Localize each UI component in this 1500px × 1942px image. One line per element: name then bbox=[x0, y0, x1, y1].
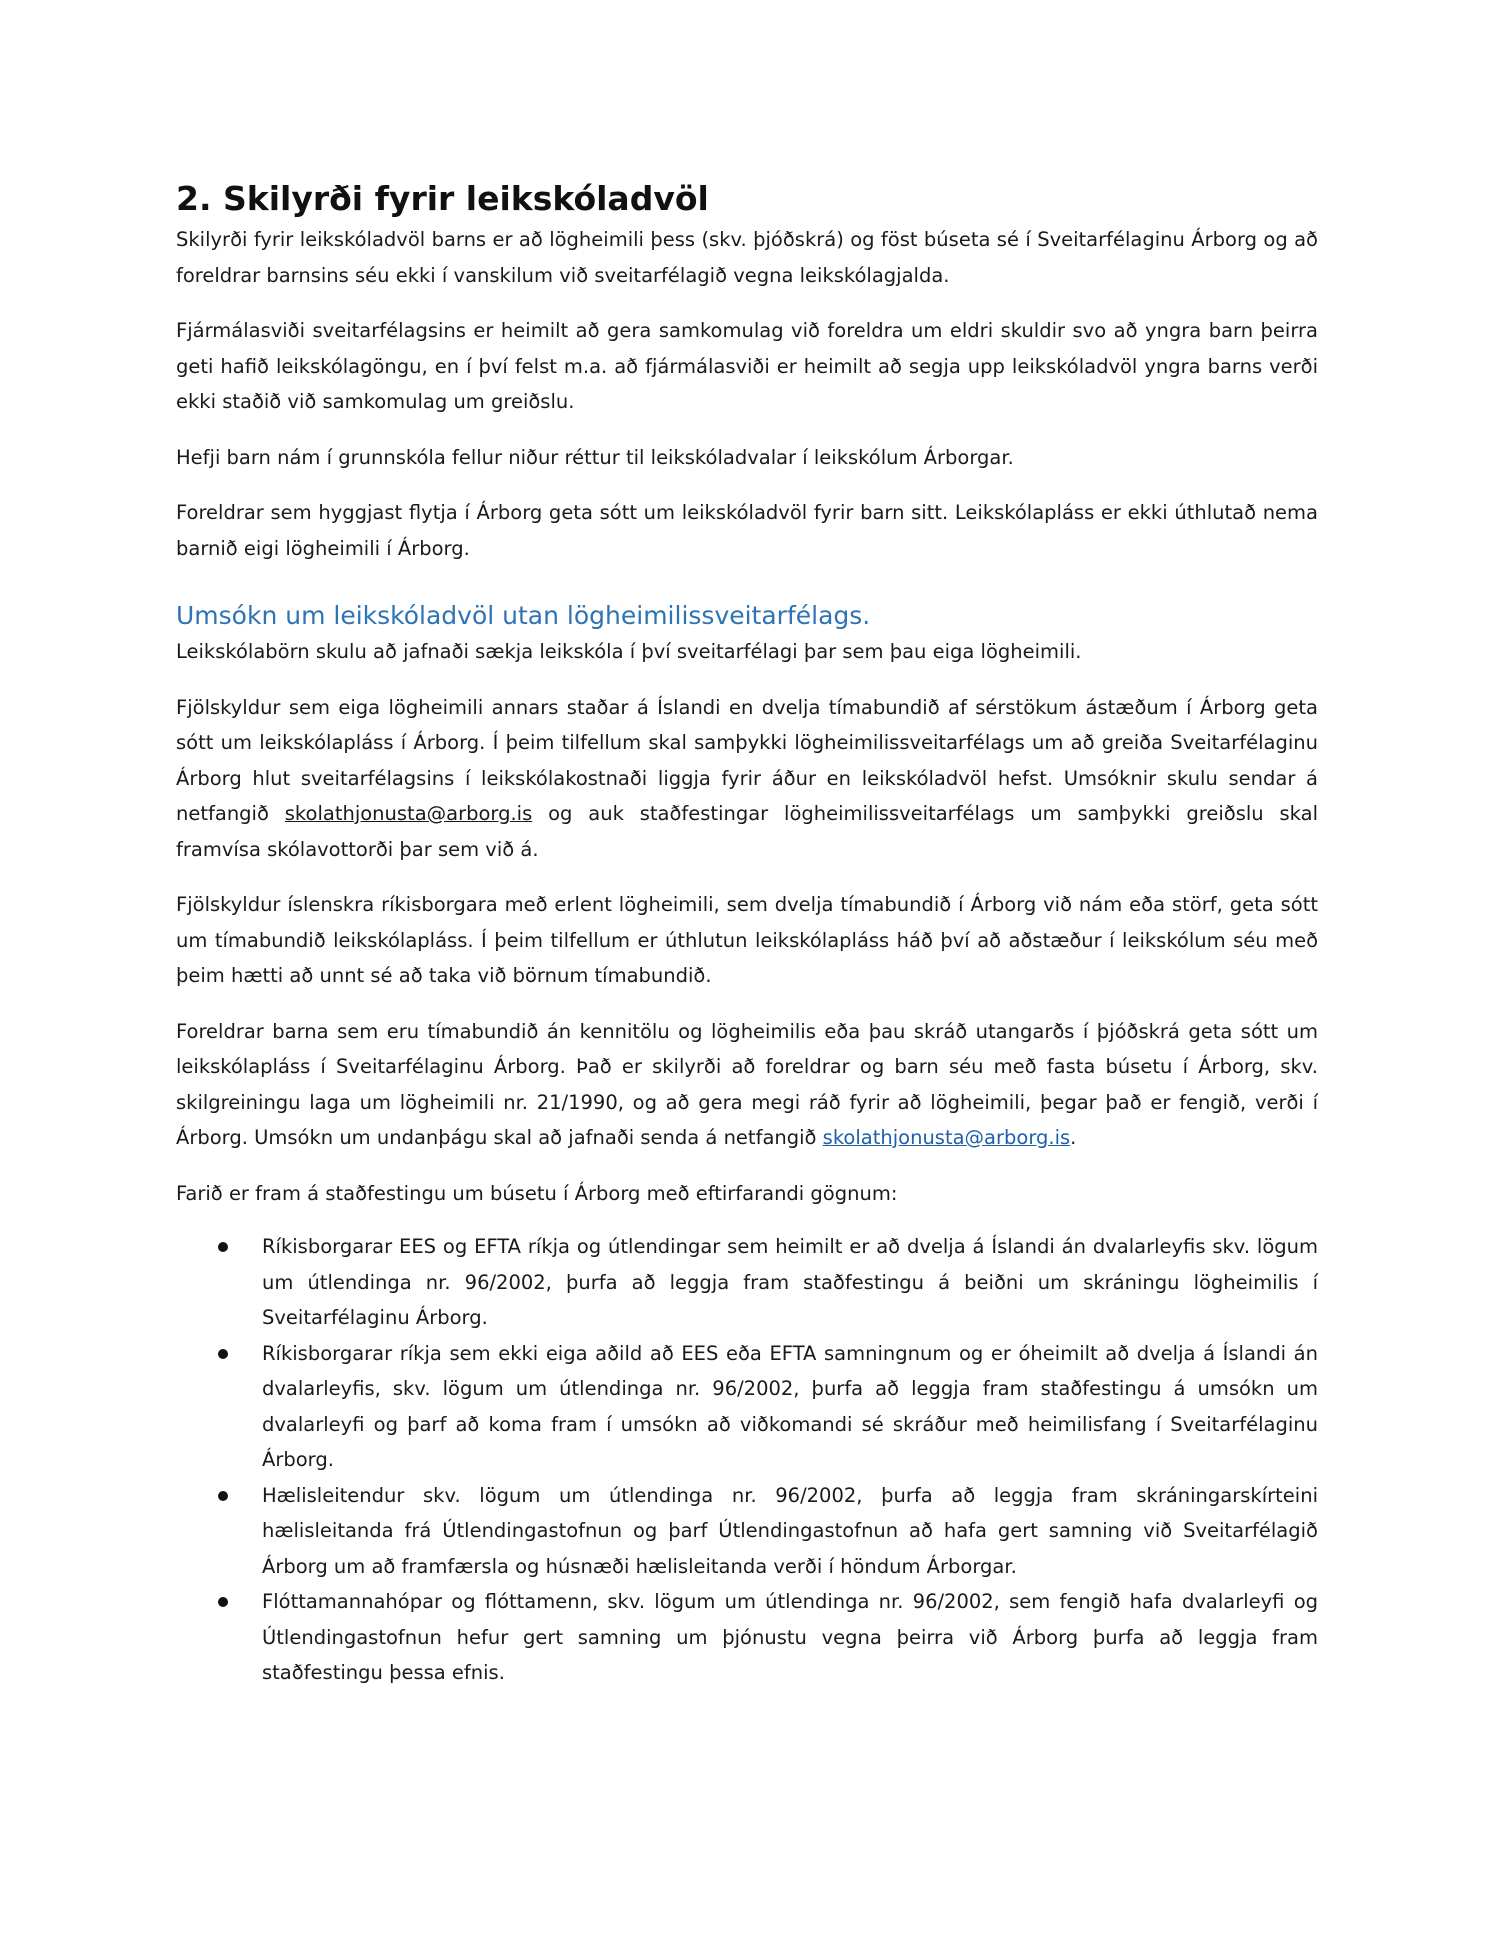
subheading: Umsókn um leikskóladvöl utan lögheimilissveitarfélags. bbox=[176, 601, 871, 630]
paragraph-residence-rule: Leikskólabörn skulu að jafnaði sækja leikskóla í því sveitarfélagi þar sem þau eiga lögheimili. bbox=[176, 640, 1082, 663]
list-item bbox=[176, 1478, 1318, 1585]
list-item-text: Ríkisborgarar EES og EFTA ríkja og útlendingar sem heimilt er að dvelja á Íslandi án dvalarleyfis skv. lögum um útlendinga nr. 96/2002, þurfa að leggja fram staðfestingu á beiðni um skráningu lögheimilis í Sveitarfélaginu Árborg. bbox=[262, 1235, 1318, 1329]
paragraph-primary-school: Hefji barn nám í grunnskóla fellur niður réttur til leikskóladvalar í leikskólum Árborgar. bbox=[176, 445, 1014, 469]
list-item bbox=[176, 1584, 1318, 1691]
bullet-icon bbox=[218, 1349, 228, 1359]
paragraph-no-id-number bbox=[176, 1014, 1318, 1156]
paragraph-no-id-number-end: . bbox=[1070, 1126, 1077, 1149]
bullet-icon bbox=[218, 1491, 228, 1501]
paragraph-moving: Foreldrar sem hyggjast flytja í Árborg geta sótt um leikskóladvöl fyrir barn sitt. Leikskólapláss er ekki úthlutað nema barnið eigi lögheimili í Árborg. bbox=[176, 501, 1318, 560]
list-item-text: Ríkisborgarar ríkja sem ekki eiga aðild að EES eða EFTA samningnum og er óheimilt að dvelja á Íslandi án dvalarleyfis, skv. lögum um útlendinga nr. 96/2002, þurfa að leggja fram staðfestingu á umsókn um dvalarleyfi og þarf að koma fram í umsókn að viðkomandi sé skráður með heimilisfang í Sveitarfélaginu Árborg. bbox=[262, 1341, 1318, 1471]
paragraph-eligibility: Skilyrði fyrir leikskóladvöl barns er að lögheimili þess (skv. þjóðskrá) og föst búseta sé í Sveitarfélaginu Árborg og að foreldrar barnsins séu ekki í vanskilum við sveitarfélagið vegna leikskólagjalda. bbox=[176, 228, 1318, 287]
bullet-icon bbox=[218, 1597, 228, 1607]
list-item bbox=[176, 1336, 1318, 1478]
document-content bbox=[176, 176, 1318, 1691]
section-heading: 2. Skilyrði fyrir leikskóladvöl bbox=[176, 179, 709, 218]
email-link-blue[interactable]: skolathjonusta@arborg.is bbox=[822, 1126, 1071, 1149]
paragraph-foreign-residence: Fjölskyldur íslenskra ríkisborgara með erlent lögheimili, sem dvelja tímabundið í Árborg við nám eða störf, geta sótt um tímabundið leikskólapláss. Í þeim tilfellum er úthlutun leikskólapláss háð því að aðstæður í leikskólum séu með þeim hætti að unnt sé að taka við börnum tímabundið. bbox=[176, 893, 1318, 987]
paragraph-no-id-number-text: Foreldrar barna sem eru tímabundið án kennitölu og lögheimilis eða þau skráð utangarðs í þjóðskrá geta sótt um leikskólapláss í Sveitarfélaginu Árborg. Það er skilyrði að foreldrar og barn séu með fasta búsetu í Árborg, skv. skilgreiningu laga um lögheimili nr. 21/1990, og að gera megi ráð fyrir að lögheimili, þegar það er fengið, verði í Árborg. Umsókn um undanþágu skal að jafnaði senda á netfangið bbox=[176, 1019, 1318, 1149]
list-item bbox=[176, 1229, 1318, 1336]
bullet-list bbox=[176, 1229, 1318, 1691]
paragraph-temporary-stay-text-end: og auk staðfestingar lögheimilissveitarfélags um samþykki greiðslu skal framvísa skólavottorði þar sem við á. bbox=[176, 802, 1318, 861]
paragraph-debt-agreement: Fjármálasviði sveitarfélagsins er heimilt að gera samkomulag við foreldra um eldri skuldir svo að yngra barn þeirra geti hafið leikskólagöngu, en í því felst m.a. að fjármálasviði er heimilt að segja upp leikskóladvöl yngra barns verði ekki staðið við samkomulag um greiðslu. bbox=[176, 319, 1318, 413]
list-item-text: Flóttamannahópar og flóttamenn, skv. lögum um útlendinga nr. 96/2002, sem fengið hafa dvalarleyfi og Útlendingastofnun hefur gert samning um þjónustu vegna þeirra við Árborg þurfa að leggja fram staðfestingu þessa efnis. bbox=[262, 1590, 1318, 1684]
paragraph-temporary-stay bbox=[176, 690, 1318, 868]
list-item-text: Hælisleitendur skv. lögum um útlendinga nr. 96/2002, þurfa að leggja fram skráningarskírteini hælisleitanda frá Útlendingastofnun og þarf Útlendingastofnun að hafa gert samning við Sveitarfélagið Árborg um að framfærsla og húsnæði hælisleitanda verði í höndum Árborgar. bbox=[262, 1483, 1318, 1578]
bullet-icon bbox=[218, 1242, 228, 1252]
paragraph-documents-intro: Farið er fram á staðfestingu um búsetu í Árborg með eftirfarandi gögnum: bbox=[176, 1181, 898, 1205]
paragraph-temporary-stay-text: Fjölskyldur sem eiga lögheimili annars staðar á Íslandi en dvelja tímabundið af sérstökum ástæðum í Árborg geta sótt um leikskólapláss í Árborg. Í þeim tilfellum skal samþykki lögheimilissveitarfélags um að greiða Sveitarfélaginu Árborg hlut sveitarfélagsins í leikskólakostnaði liggja fyrir áður en leikskóladvöl hefst. Umsóknir skulu sendar á netfangið bbox=[176, 695, 1318, 825]
email-link[interactable]: skolathjonusta@arborg.is bbox=[284, 802, 533, 825]
